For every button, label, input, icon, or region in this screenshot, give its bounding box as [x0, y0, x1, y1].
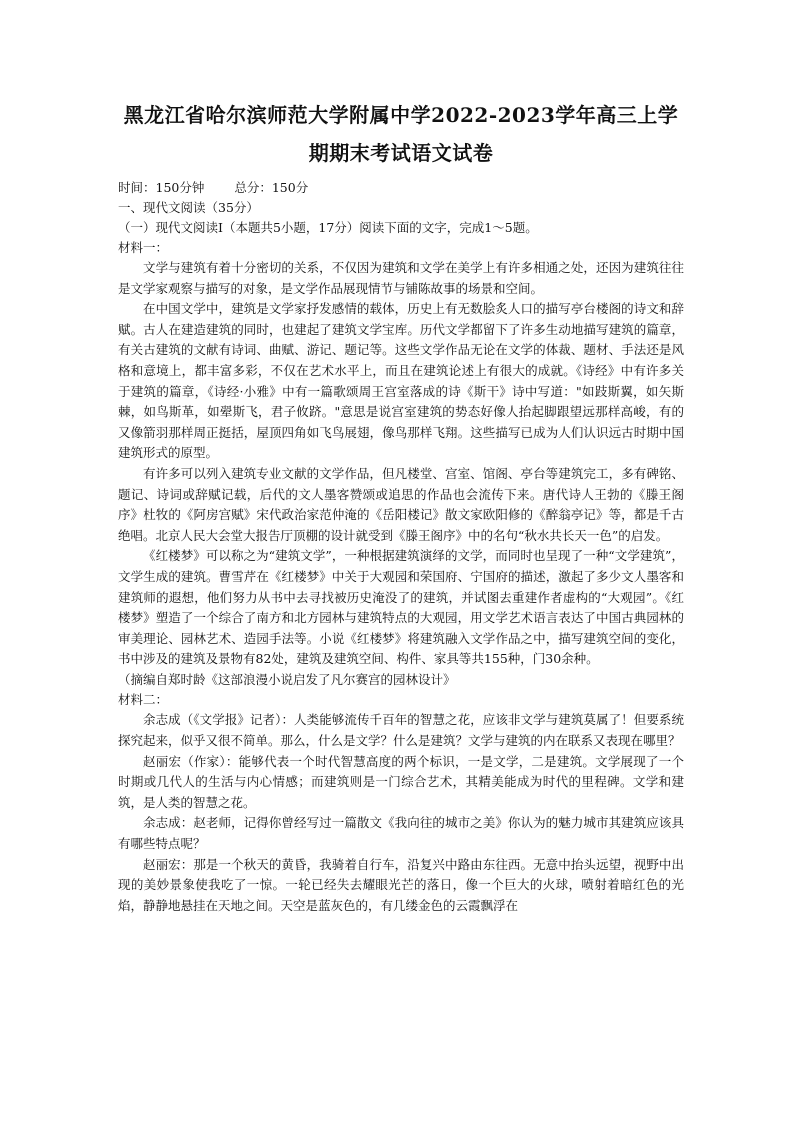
material1-paragraph: 在中国文学中，建筑是文学家抒发感情的载体，历史上有无数脍炙人口的描写亭台楼阁的诗文和辞赋。古人在建造建筑的同时，也建起了建筑文学宝库。历代文学都留下了许多生动地描写建筑的篇章，有关古建筑的文献有诗词、曲赋、游记、题记等。这些文学作品无论在文学的体裁、题材、手法还是风格和意境上，都丰富多彩，不仅在艺术水平上，而且在建筑论述上有很大的成就。《诗经》中有许多关于建筑的篇章，《诗经·小雅》中有一篇歌颂周王宫室落成的诗《斯干》诗中写道："如跂斯翼，如矢斯棘，如鸟斯革，如翚斯飞，君子攸跻。"意思是说宫室建筑的势态好像人抬起脚跟望远那样高峻，有的又像箭羽那样周正挺括，屋顶四角如飞鸟展翅，像鸟那样飞翔。这些描写已成为人们认识远古时期中国建筑形式的原型。	[118, 301, 684, 461]
section-heading: 一、现代文阅读（35分）	[118, 200, 259, 215]
exam-time: 时间：150分钟	[118, 180, 205, 195]
material1-paragraph: 《红楼梦》可以称之为“建筑文学”，一种根据建筑演绎的文学，而同时也呈现了一种“文学建筑”，文学生成的建筑。曹雪芹在《红楼梦》中关于大观园和荣国府、宁国府的描述，激起了多少文人墨客和建筑师的遐想，他们努力从书中去寻找被历史淹没了的建筑，并试图去重建作者虚构的“大观园”。《红楼梦》塑造了一个综合了南方和北方园林与建筑特点的大观园，用文学艺术语言表达了中国古典园林的审美理论、园林艺术、造园手法等。小说《红楼梦》将建筑融入文学作品之中，描写建筑空间的变化，书中涉及的建筑及景物有82处，建筑及建筑空间、构件、家具等共155种，门30余种。	[118, 548, 684, 667]
material1-label: 材料一：	[118, 240, 169, 255]
subsection-heading: （一）现代文阅读Ⅰ（本题共5小题，17分）阅读下面的文字，完成1～5题。	[118, 220, 538, 235]
material1-paragraph: 有许多可以列入建筑专业文献的文学作品，但凡楼堂、宫室、馆阁、亭台等建筑完工，多有碑铭、题记、诗词或辞赋记载，后代的文人墨客赞颂或追思的作品也会流传下来。唐代诗人王勃的《滕王阁序》杜牧的《阿房宫赋》宋代政治家范仲淹的《岳阳楼记》散文家欧阳修的《醉翁亭记》等，都是千古绝唱。北京人民大会堂大报告厅顶棚的设计就受到《滕王阁序》中的名句“秋水共长天一色”的启发。	[118, 465, 684, 543]
material2-paragraph: 赵丽宏：那是一个秋天的黄昏，我骑着自行车，沿复兴中路由东往西。无意中抬头远望，视野中出现的美妙景象使我吃了一惊。一轮已经失去耀眼光芒的落日，像一个巨大的火球，喷射着暗红色的光焰，静静地悬挂在天地之间。天空是蓝灰色的，有几缕金色的云霞飘浮在	[118, 856, 684, 913]
title-line-1: 黑龙江省哈尔滨师范大学附属中学2022-2023学年高三上学	[123, 103, 679, 127]
material1-source: （摘编自郑时龄《这部浪漫小说启发了凡尔赛宫的园林设计》	[118, 671, 456, 687]
material2-paragraph: 余志成：赵老师，记得你曾经写过一篇散文《我向往的城市之美》你认为的魅力城市其建筑应该具有哪些特点呢？	[118, 815, 684, 852]
material1-paragraph: 文学与建筑有着十分密切的关系，不仅因为建筑和文学在美学上有许多相通之处，还因为建筑往往是文学家观察与描写的对象，是文学作品展现情节与铺陈故事的场景和空间。	[118, 260, 684, 296]
material2-paragraph: 余志成（《文学报》记者）：人类能够流传千百年的智慧之花，应该非文学与建筑莫属了！但要系统探究起来，似乎又很不简单。那么，什么是文学？什么是建筑？文学与建筑的内在联系又表现在哪里？	[118, 712, 684, 749]
exam-meta	[118, 178, 684, 198]
material2-paragraph: 赵丽宏（作家）：能够代表一个时代智慧高度的两个标识，一是文学，二是建筑。文学展现了一个时期或几代人的生活与内心情感；而建筑则是一门综合艺术，其精美能成为时代的里程碑。文学和建筑，是人类的智慧之花。	[118, 753, 684, 810]
exam-score: 总分：150分	[234, 180, 309, 195]
material2-label: 材料二：	[118, 692, 169, 708]
page-title	[118, 96, 684, 172]
exam-page	[118, 96, 684, 916]
title-line-2: 期期末考试语文试卷	[308, 141, 494, 165]
